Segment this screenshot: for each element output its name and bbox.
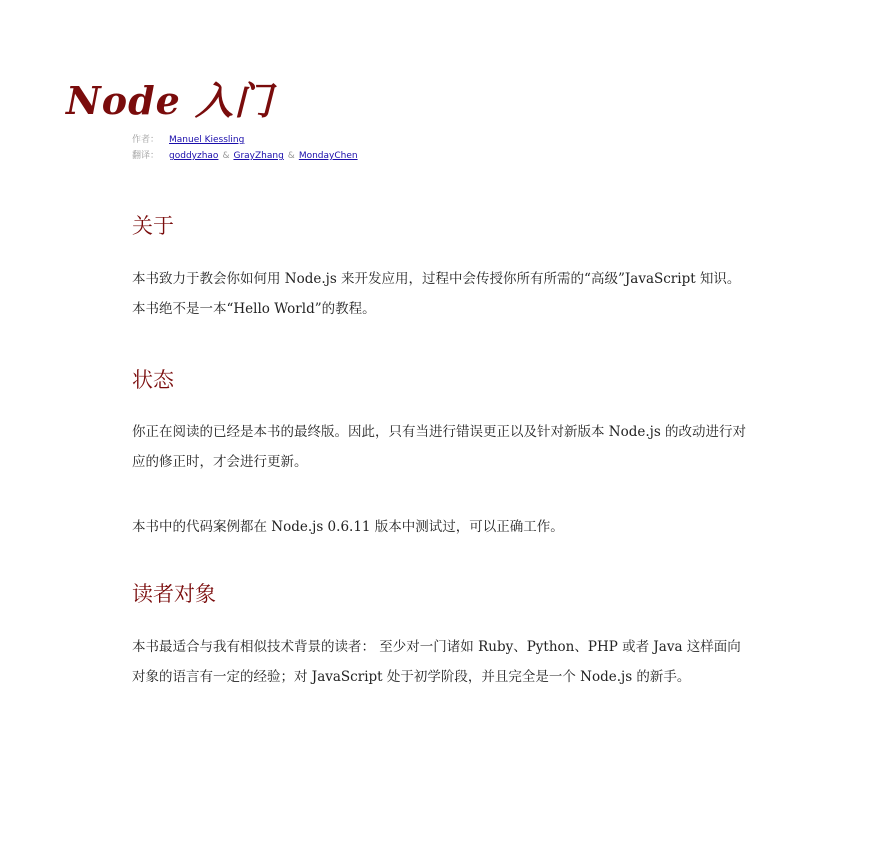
section-paragraph: 本书中的代码案例都在 Node.js 0.6.11 版本中测试过，可以正确工作。 [132,519,564,535]
section-heading-audience: 读者对象 [132,582,216,606]
translator-link-mondaychen[interactable]: MondayChen [298,151,358,161]
translator-separator: & [222,151,230,161]
translator-label: 翻译： [132,151,160,161]
author-link[interactable]: Manuel Kiessling [169,135,245,145]
translator-separator: & [287,151,295,161]
translator-link-grayzhang[interactable]: GrayZhang [233,151,284,161]
section-paragraph: 本书最适合与我有相似技术背景的读者： 至少对一门诸如 Ruby、Python、PHP 或者 Java 这样面向对象的语言有一定的经验；对 JavaScript 处于初学阶段，并且完全是一个 Node.js 的新手。 [132,639,741,685]
section-paragraph: 本书致力于教会你如何用 Node.js 来开发应用，过程中会传授你所有所需的“高级”JavaScript 知识。本书绝不是一本“Hello World”的教程。 [132,271,741,317]
author-label: 作者： [132,135,160,145]
section-heading-status: 状态 [132,368,174,392]
author-line [132,134,244,146]
translator-line [132,150,358,162]
section-paragraph: 你正在阅读的已经是本书的最终版。因此，只有当进行错误更正以及针对新版本 Node.js 的改动进行对应的修正时，才会进行更新。 [132,424,747,470]
translator-link-goddyzhao[interactable]: goddyzhao [169,151,219,161]
section-heading-about: 关于 [132,214,174,238]
page-title: Node 入门 [66,78,274,123]
